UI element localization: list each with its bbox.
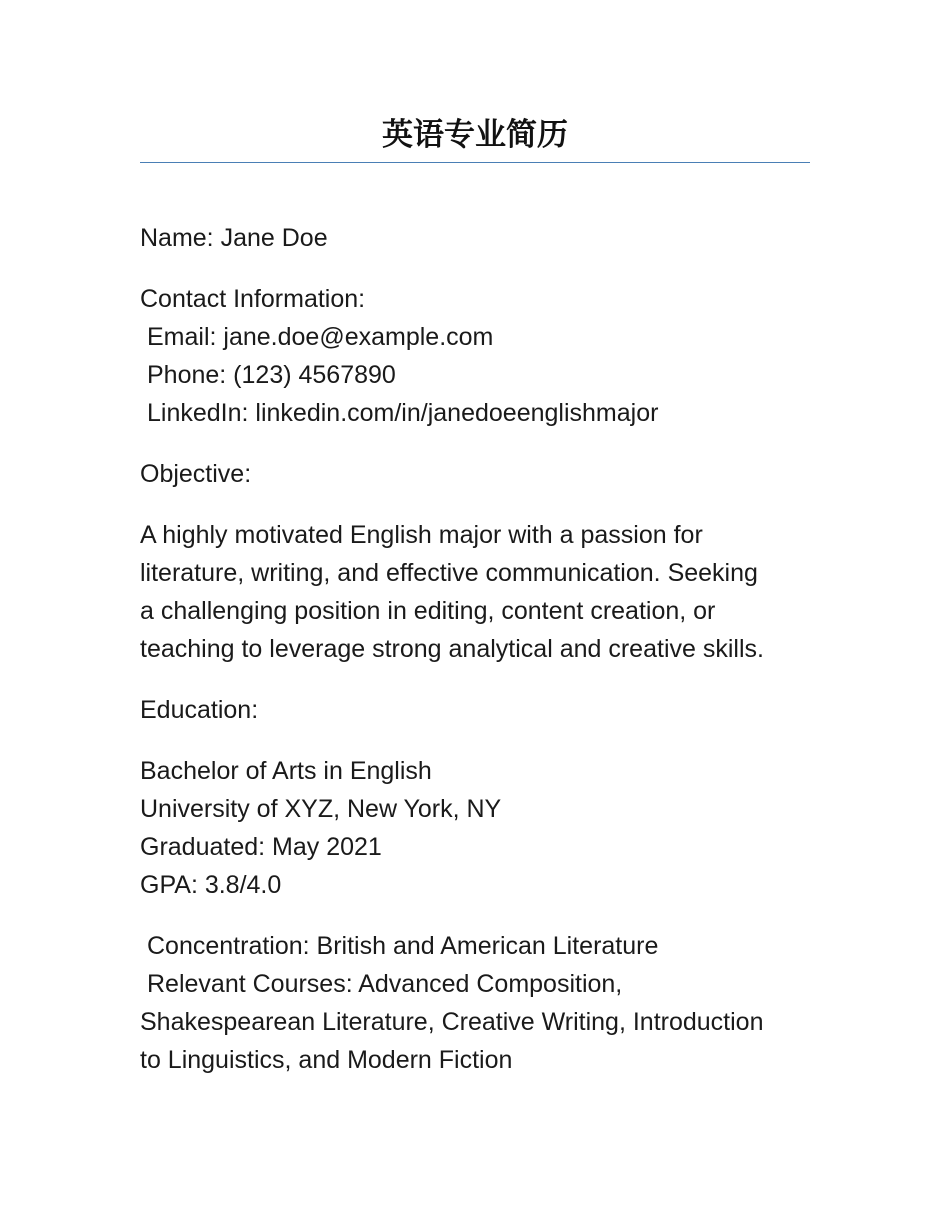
education-courses-line: Relevant Courses: Advanced Composition, [147, 970, 623, 998]
education-university: University of XYZ, New York, NY [140, 795, 502, 823]
objective-line: A highly motivated English major with a passion for [140, 521, 703, 549]
objective-heading: Objective: [140, 460, 252, 488]
contact-heading: Contact Information: [140, 285, 366, 313]
education-courses-line: Shakespearean Literature, Creative Writing, Introduction [140, 1008, 764, 1036]
resume-page [140, 112, 810, 1102]
name-section [140, 219, 810, 257]
objective-line: a challenging position in editing, content creation, or [140, 597, 716, 625]
contact-section [140, 280, 810, 432]
contact-phone: Phone: (123) 4567890 [147, 361, 396, 389]
objective-heading-block [140, 455, 810, 493]
education-courses-line: to Linguistics, and Modern Fiction [140, 1046, 513, 1074]
education-extra [140, 927, 810, 1079]
education-concentration: Concentration: British and American Literature [147, 932, 659, 960]
education-degree: Bachelor of Arts in English [140, 757, 432, 785]
education-details [140, 752, 810, 904]
education-heading-block [140, 691, 810, 729]
education-heading: Education: [140, 696, 259, 724]
name-line: Name: Jane Doe [140, 224, 328, 252]
objective-line: literature, writing, and effective communication. Seeking [140, 559, 758, 587]
title-divider [140, 162, 810, 163]
contact-linkedin: LinkedIn: linkedin.com/in/janedoeenglishmajor [147, 399, 659, 427]
objective-line: teaching to leverage strong analytical and creative skills. [140, 635, 764, 663]
objective-paragraph [140, 516, 810, 668]
resume-body [140, 219, 810, 1079]
contact-email: Email: jane.doe@example.com [147, 323, 494, 351]
document-title: 英语专业简历 [382, 117, 568, 153]
education-graduated: Graduated: May 2021 [140, 833, 382, 861]
education-gpa: GPA: 3.8/4.0 [140, 871, 282, 899]
